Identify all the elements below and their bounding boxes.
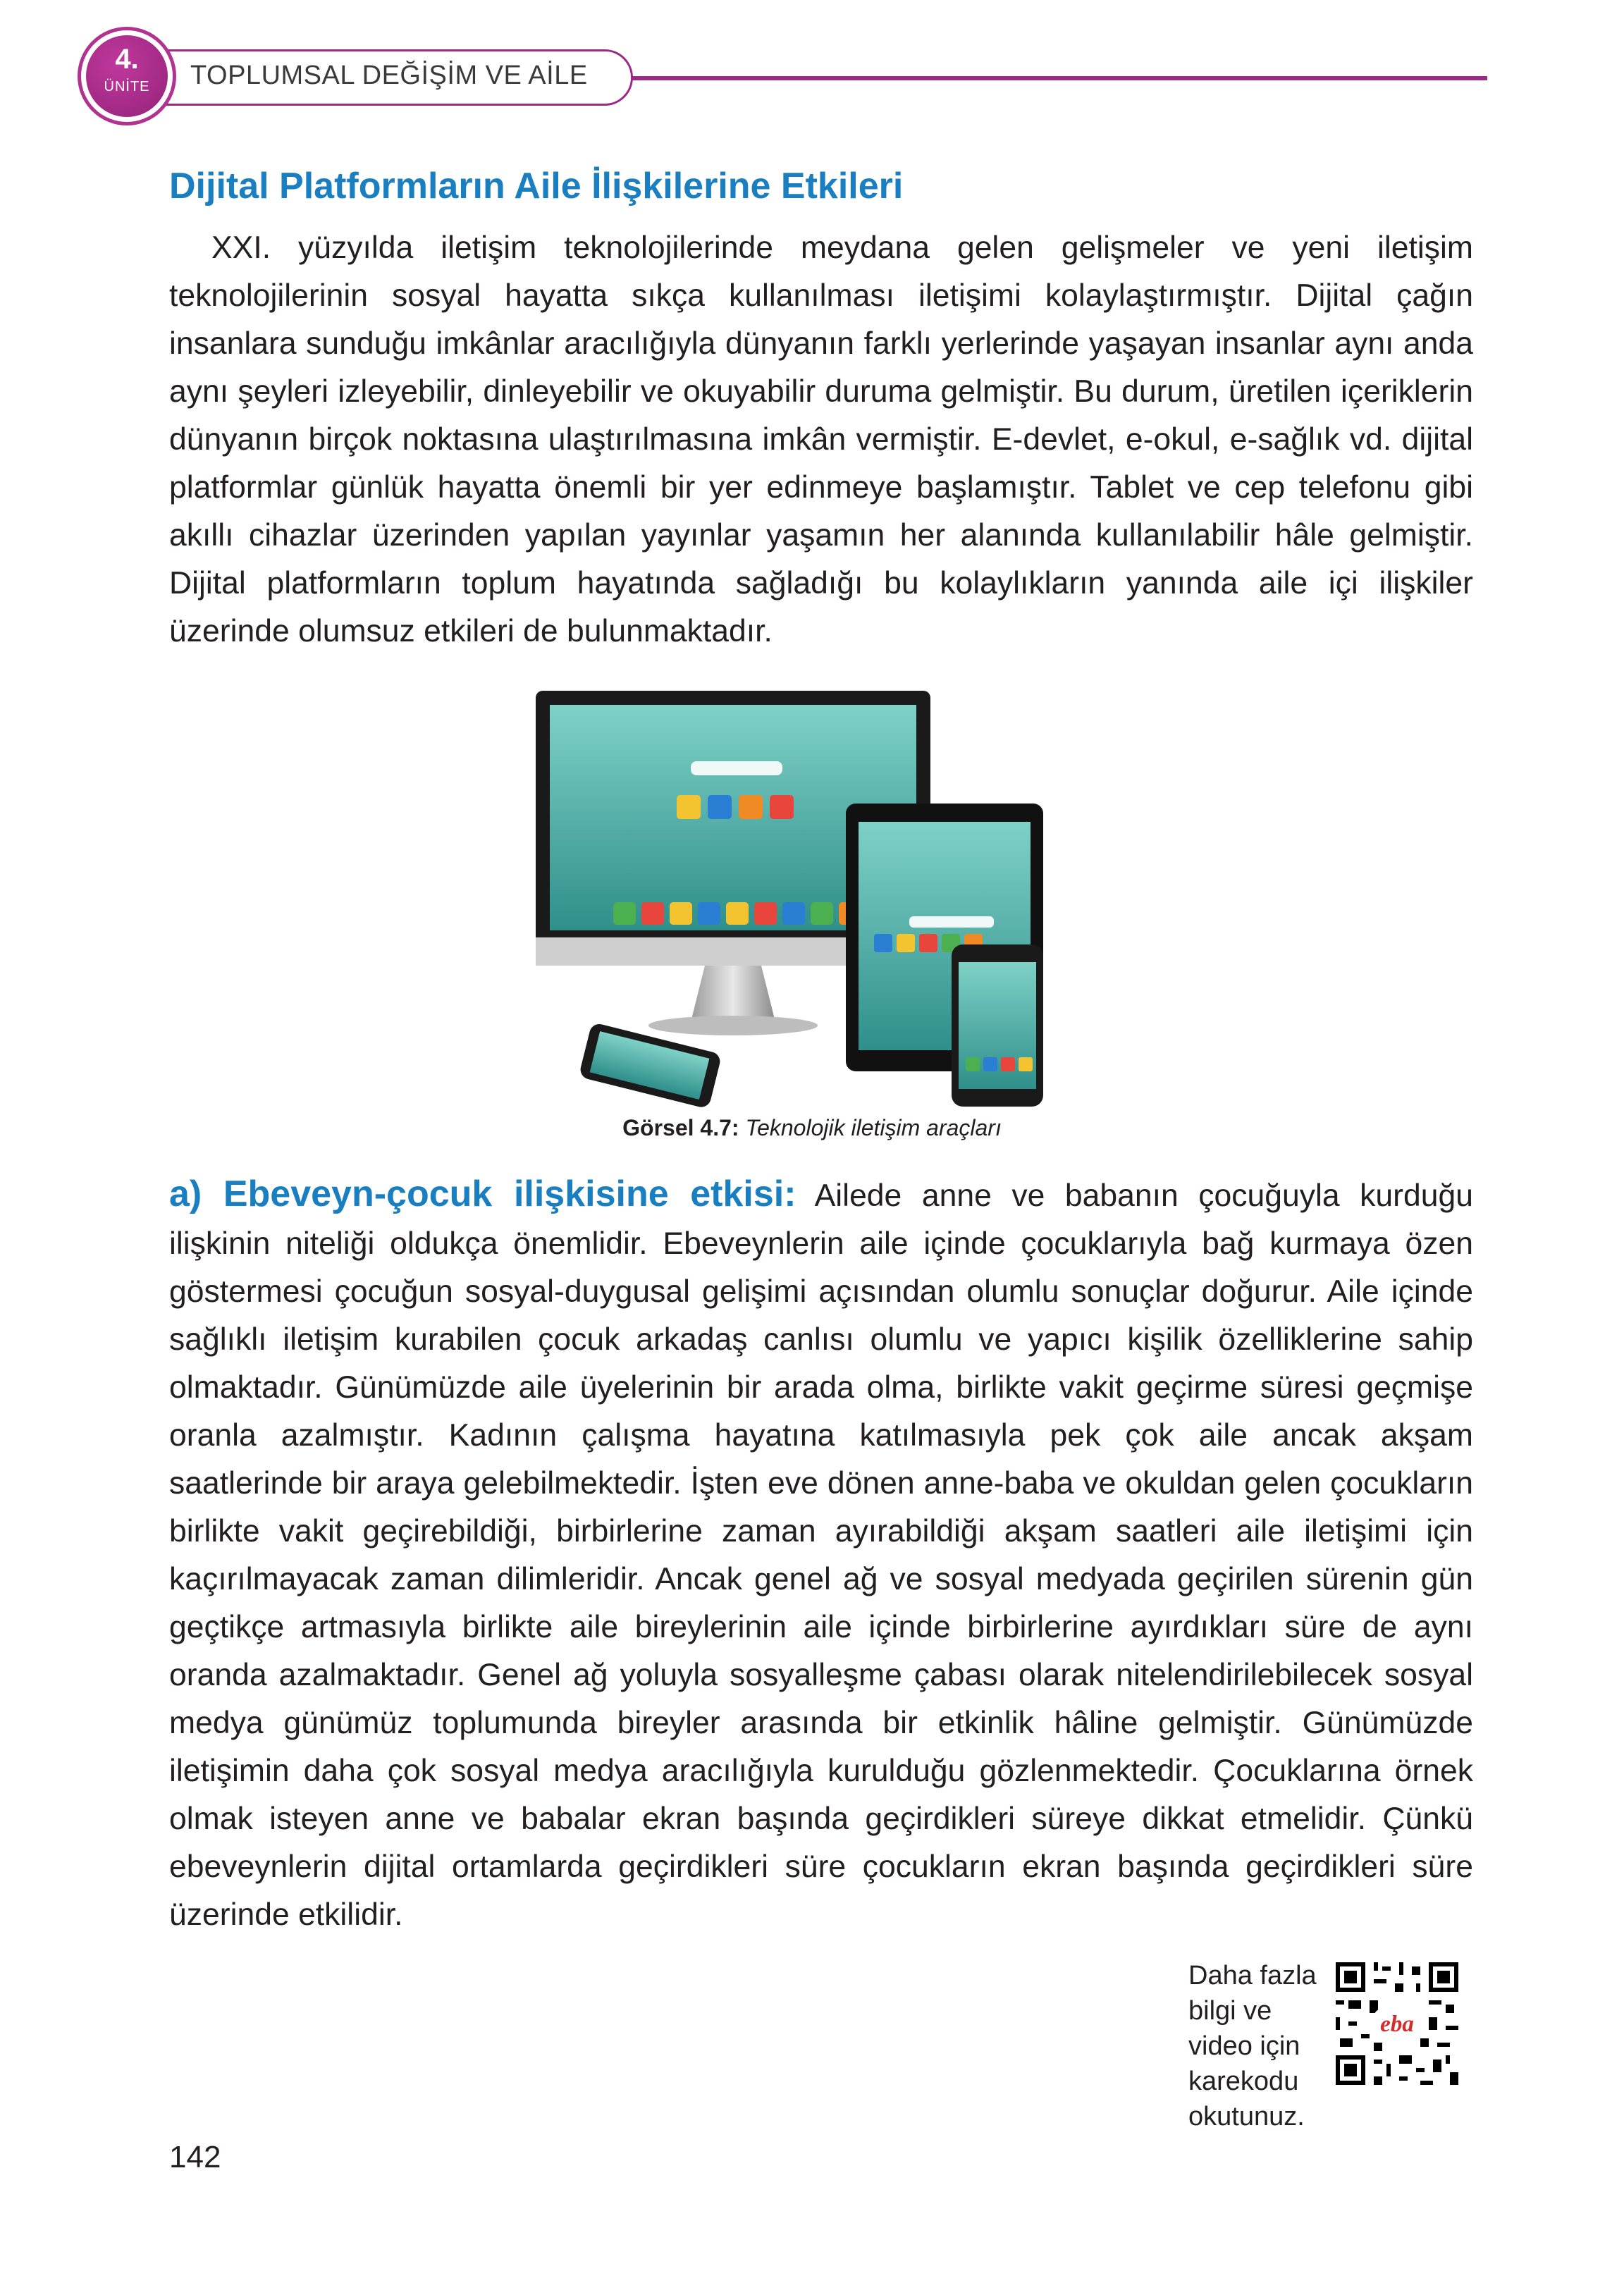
qr-instruction xyxy=(1188,1958,1317,2134)
qr-line-4: karekodu xyxy=(1188,2067,1299,2096)
eba-logo: eba xyxy=(1380,2011,1414,2037)
qr-line-3: video için xyxy=(1188,2031,1300,2061)
intro-paragraph: XXI. yüzyılda iletişim teknolojilerinde meydana gelen gelişmeler ve yeni iletişim teknolojilerinin sosyal hayatta sıkça kullanılması iletişimi kolaylaştırmıştır. Dijital çağın insanlara sunduğu imkânlar aracılığıyla dünyanın farklı yerlerinde yaşayan insanlar aynı anda aynı şeyleri izleyebilir, dinleyebilir ve okuyabilir duruma gelmiştir. Bu durum, üretilen içeriklerin dünyanın birçok noktasına ulaştırılmasına imkân vermiştir. E-devlet, e-okul, e-sağlık vd. dijital platformlar günlük hayatta önemli bir yer edinmeye başlamıştır. Tablet ve cep telefonu gibi akıllı cihazlar üzerinden yapılan yayınlar yaşamın her alanında kullanılabilir hâle gelmiştir. Dijital platformların toplum hayatında sağladığı bu kolaylıkların yanında aile içi ilişkiler üzerinde olumsuz etkileri de bulunmaktadır. xyxy=(169,230,1473,648)
qr-line-5: okutunuz. xyxy=(1188,2102,1305,2131)
phone-lying-icon xyxy=(579,1022,722,1109)
unit-number: 4. xyxy=(115,44,139,75)
page-number: 142 xyxy=(169,2140,221,2174)
qr-code-icon[interactable] xyxy=(1336,1962,1458,2085)
unit-label: ÜNİTE xyxy=(104,79,150,94)
figure-caption xyxy=(0,1115,1624,1141)
subsection-text: Ailede anne ve babanın çocuğuyla kurduğu ilişkinin niteliği oldukça önemlidir. Ebeveynlerin aile içinde çocuklarıyla bağ kurmaya özen göstermesi çocuğun sosyal-duygusal gelişimi açısından olumlu sonuçlar doğurur. Aile içinde sağlıklı iletişim kurabilen çocuk arkadaş canlısı olumlu ve yapıcı kişilik özelliklerine sahip olmaktadır. Günümüzde aile üyelerinin bir arada olma, birlikte vakit geçirme süresi geçmişe oranla azalmıştır. Kadının çalışma hayatına katılmasıyla pek çok aile ancak akşam saatlerinde bir araya gelebilmektedir. İşten eve dönen anne-baba ve okuldan gelen çocukların birlikte vakit geçirebildiği, birbirlerine zaman ayırabildiği akşam saatleri aile iletişimi için kaçırılmayacak zaman dilimleridir. Ancak genel ağ ve sosyal medyada geçirilen sürenin gün geçtikçe artmasıyla birlikte aile bireylerinin aile içinde birbirlerine ayırdıkları süre de aynı oranda azalmaktadır. Genel ağ yoluyla sosyalleşme çabası olarak nitelendirilebilecek sosyal medya günümüz toplumunda bireyler arasında bir etkinlik hâline gelmiştir. Günümüzde iletişimin daha çok sosyal medya aracılığıyla kurulduğu gözlenmektedir. Çocuklarına örnek olmak isteyen anne ve babalar ekran başında geçirdikleri süreye dikkat etmelidir. Çünkü ebeveynlerin dijital ortamlarda geçirdikleri süre çocukların ekran başında geçirdikleri süre üzerinde etkilidir. xyxy=(169,1178,1473,1932)
unit-title: TOPLUMSAL DEĞİŞİM VE AİLE xyxy=(190,61,588,90)
subsection-heading: a) Ebeveyn-çocuk ilişkisine etkisi: xyxy=(169,1174,796,1214)
caption-text: Teknolojik iletişim araçları xyxy=(745,1115,1002,1140)
smartphone-icon xyxy=(952,944,1043,1107)
qr-line-1: Daha fazla xyxy=(1188,1961,1317,1990)
qr-line-2: bilgi ve xyxy=(1188,1996,1272,2026)
devices-illustration xyxy=(536,691,1071,1114)
section-heading: Dijital Platformların Aile İlişkilerine Etkileri xyxy=(169,166,904,207)
subsection-paragraph xyxy=(169,1170,1473,1939)
caption-label: Görsel 4.7: xyxy=(622,1115,739,1140)
